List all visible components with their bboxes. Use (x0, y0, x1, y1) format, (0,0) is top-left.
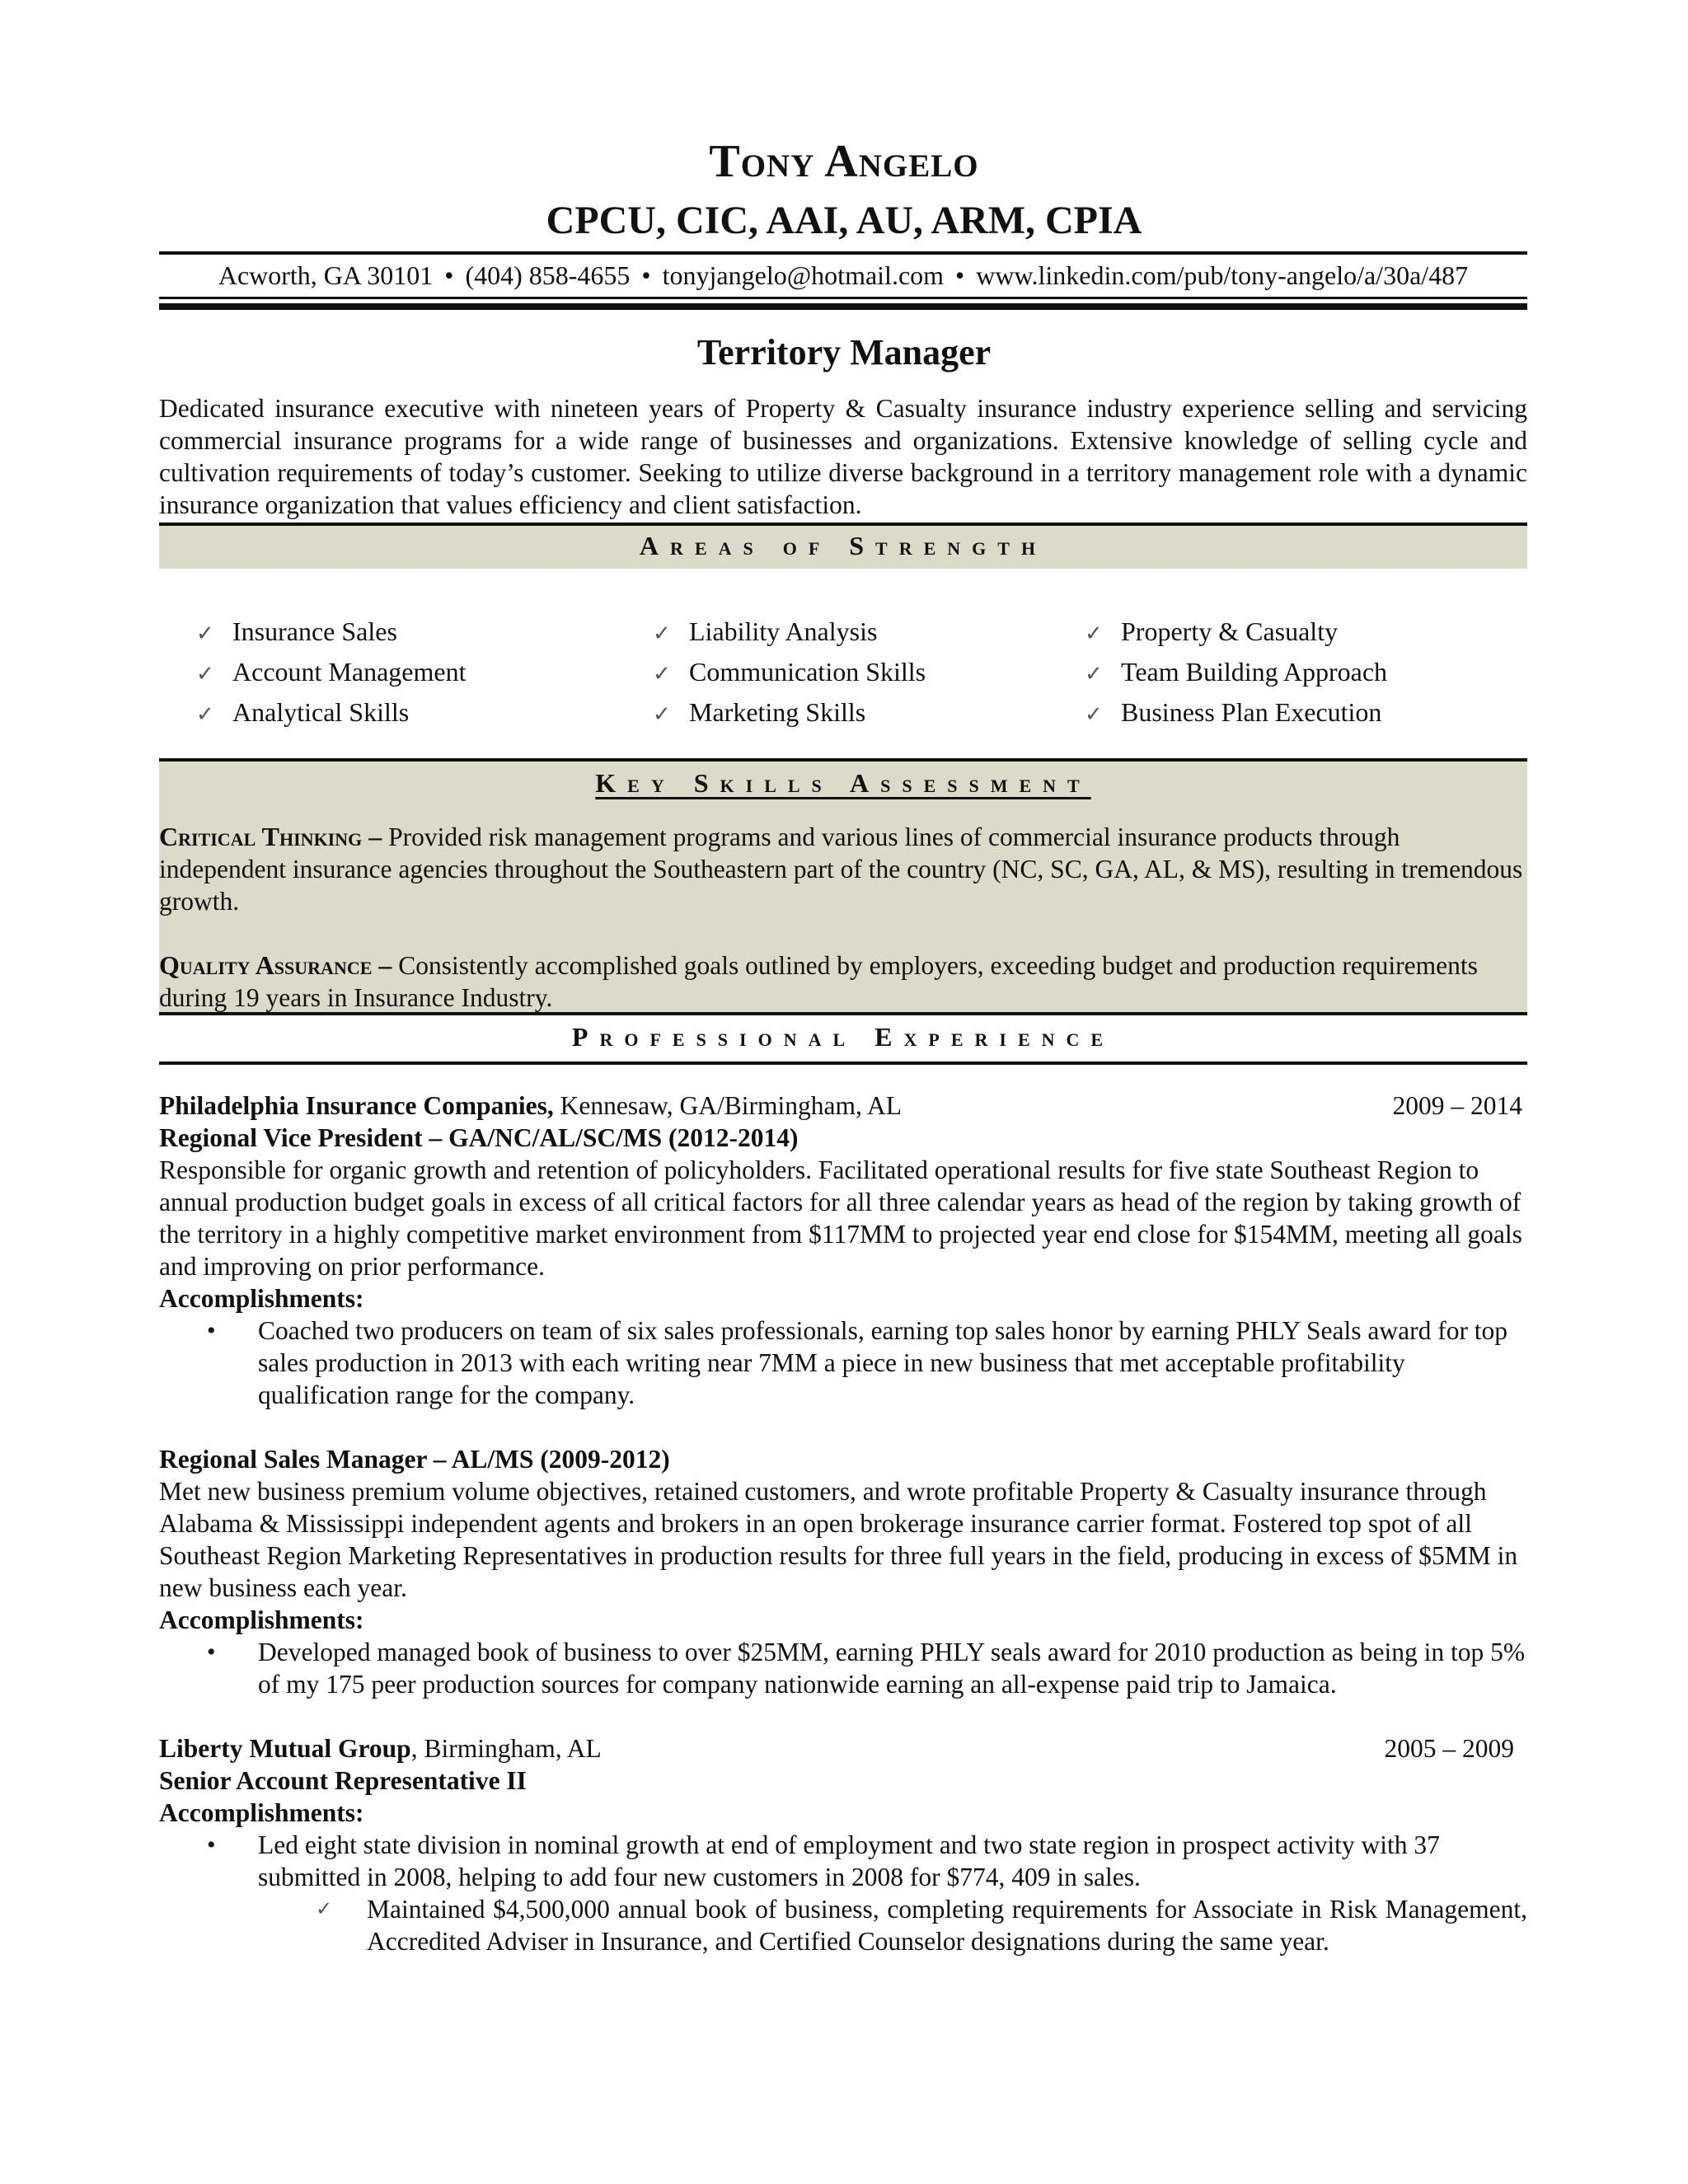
credentials: CPCU, CIC, AAI, AU, ARM, CPIA (546, 199, 1142, 242)
accomplishment-item: • Led eight state division in nominal growth at end of employment and two state region in prospect activity with 37 submitted in 2008, helping to add four new customers in 2008 for $774, 409 in sales. (207, 1830, 1440, 1891)
skill-label: Critical Thinking – (159, 822, 382, 851)
bullet-icon: • (207, 1831, 216, 1858)
header-rule-mid (159, 297, 1527, 299)
skills-heading: Key Skills Assessment (595, 768, 1091, 798)
check-icon: ✓ (316, 1897, 333, 1920)
strength-item: ✓ Account Management (196, 652, 466, 692)
contact-separator: • (955, 260, 965, 290)
company-name: Philadelphia Insurance Companies, (159, 1091, 554, 1120)
skill-quality-assurance (159, 949, 1527, 1014)
role-title: Senior Account Representative II (159, 1766, 527, 1795)
contact-location: Acworth, GA 30101 (218, 260, 434, 290)
strength-item: ✓ Liability Analysis (653, 612, 926, 652)
bullet-icon: • (207, 1317, 216, 1344)
accomplishments-label: Accomplishments: (159, 1605, 364, 1634)
check-icon: ✓ (196, 662, 214, 687)
check-icon: ✓ (653, 662, 671, 687)
contact-separator: • (444, 260, 454, 290)
skill-text: Provided risk management programs and various lines of commercial insurance products through independent insurance agencies throughout the Southeastern part of the country (NC, SC, GA, AL, & MS), resulting in tremendous growth. (159, 823, 1523, 916)
summary-paragraph: Dedicated insurance executive with nineteen years of Property & Casualty insurance industry experience selling and servicing commercial insurance programs for a wide range of businesses and organizations. Extensive knowledge of selling cycle and cultivation requirements of today’s customer. Seeking to utilize diverse background in a territory management role with a dynamic insurance organization that values efficiency and client satisfaction. (159, 394, 1527, 519)
strength-heading: Areas of Strength (639, 531, 1048, 560)
candidate-name: Tony Angelo (709, 136, 979, 187)
strength-item: ✓ Insurance Sales (196, 612, 466, 652)
job-dates: 2005 – 2009 (1384, 1734, 1514, 1763)
accomplishment-item: • Developed managed book of business to over $25MM, earning PHLY seals award for 2010 production as being in top 5% of my 175 peer production sources for company nationwide earning an all-expense paid trip to Jamaica. (207, 1638, 1526, 1699)
accomplishments-label: Accomplishments: (159, 1284, 364, 1313)
check-icon: ✓ (1085, 621, 1103, 646)
contact-linkedin: www.linkedin.com/pub/tony-angelo/a/30a/487 (976, 260, 1469, 290)
company-location: , Birmingham, AL (410, 1734, 602, 1763)
experience-heading: Professional Experience (571, 1022, 1115, 1052)
check-icon: ✓ (196, 702, 214, 727)
bullet-icon: • (207, 1638, 216, 1666)
check-icon: ✓ (653, 702, 671, 727)
experience-rule (159, 1062, 1527, 1065)
accomplishment-item: • Coached two producers on team of six sales professionals, earning top sales honor by earning PHLY Seals award for top sales production in 2013 with each writing near 7MM a piece in new business that met acceptable profitability qualification range for the company. (207, 1316, 1508, 1409)
strength-column-3 (1085, 612, 1387, 733)
role-title: Regional Sales Manager – AL/MS (2009-2012) (159, 1445, 670, 1474)
job-dates: 2009 – 2014 (1392, 1091, 1522, 1120)
check-icon: ✓ (653, 621, 671, 646)
skill-label: Quality Assurance – (159, 950, 392, 980)
strength-column-2 (653, 612, 926, 733)
target-role-title: Territory Manager (696, 332, 992, 373)
role-title: Regional Vice President – GA/NC/AL/SC/MS (2012-2014) (159, 1123, 799, 1152)
skills-rule-bottom (159, 1012, 1527, 1015)
header-rule-bottom (159, 303, 1527, 310)
company-name: Liberty Mutual Group (159, 1734, 411, 1763)
sub-accomplishment-item: ✓ Maintained $4,500,000 annual book of business, completing requirements for Associate in Risk Management, Accredited Adviser in Insurance, and Certified Counselor designations during the same year. (316, 1895, 1527, 1956)
check-icon: ✓ (196, 621, 214, 646)
contact-line (159, 260, 1527, 291)
header-rule-top (159, 251, 1527, 255)
contact-phone: (404) 858-4655 (465, 260, 631, 290)
strength-item: ✓ Property & Casualty (1085, 612, 1387, 652)
check-icon: ✓ (1085, 702, 1103, 727)
strength-item: ✓ Communication Skills (653, 652, 926, 692)
role-description: Responsible for organic growth and retention of policyholders. Facilitated operational results for five state Southeast Region to annual production budget goals in excess of all critical factors for all three calendar years as head of the region by taking growth of the territory in a highly competitive market environment from $117MM to projected year end close for $154MM, meeting all goals and improving on prior performance. (159, 1155, 1522, 1281)
contact-email: tonyjangelo@hotmail.com (662, 260, 945, 290)
skill-text: Consistently accomplished goals outlined by employers, exceeding budget and production requirements during 19 years in Insurance Industry. (159, 951, 1478, 1012)
strength-item: ✓ Business Plan Execution (1085, 692, 1387, 733)
accomplishments-label: Accomplishments: (159, 1798, 364, 1827)
job-header (159, 1090, 1527, 1122)
strength-column-1 (196, 612, 466, 733)
strength-item: ✓ Team Building Approach (1085, 652, 1387, 692)
strength-item: ✓ Marketing Skills (653, 692, 926, 733)
job-liberty-mutual (159, 1732, 1527, 1957)
skill-critical-thinking (159, 821, 1527, 917)
role-description: Met new business premium volume objectives, retained customers, and wrote profitable Property & Casualty insurance through Alabama & Mississippi independent agents and brokers in an open brokerage insurance carrier format. Fostered top spot of all Southeast Region Marketing Representatives in production results for three full years in the field, producing in excess of $5MM in new business each year. (159, 1477, 1518, 1602)
strength-item: ✓ Analytical Skills (196, 692, 466, 733)
job-philadelphia (159, 1090, 1527, 1700)
check-icon: ✓ (1085, 662, 1103, 687)
contact-separator: • (641, 260, 651, 290)
job-header (159, 1732, 1527, 1765)
company-location: Kennesaw, GA/Birmingham, AL (560, 1091, 902, 1120)
